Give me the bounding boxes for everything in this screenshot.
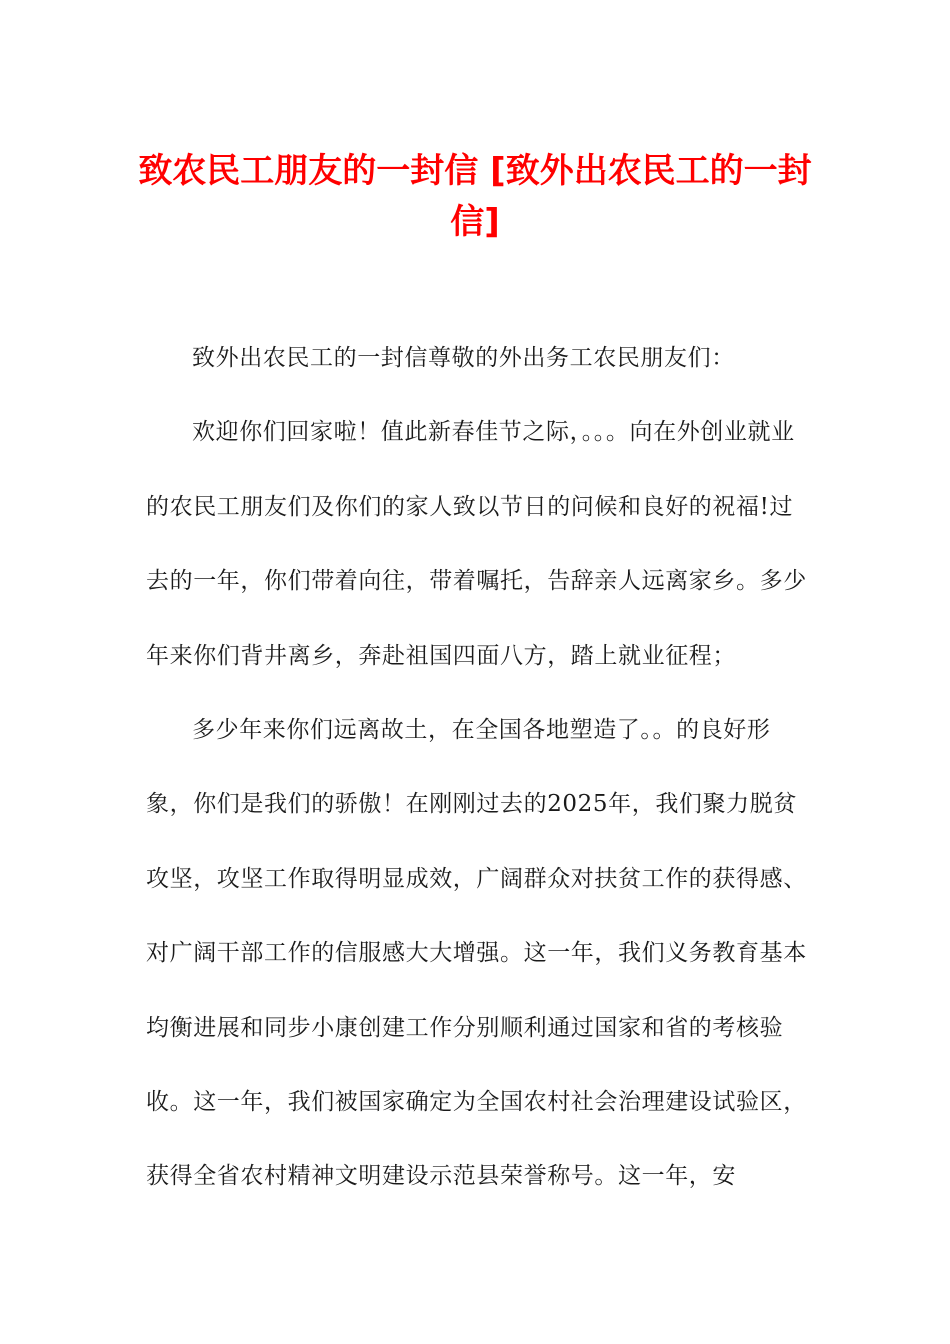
document-title: 致农民工朋友的一封信 [致外出农民工的一封信] xyxy=(138,151,812,242)
paragraph-salutation: 致外出农民工的一封信尊敬的外出务工农民朋友们： xyxy=(192,345,735,371)
document-body xyxy=(146,321,814,1214)
paragraph-achievements: 多少年来你们远离故土，在全国各地塑造了。。的良好形象，你们是我们的骄傲！在刚刚过去的2025年，我们聚力脱贫攻坚，攻坚工作取得明显成效，广阔群众对扶贫工作的获得感、对广阔干部工作的信服感大大增强。这一年，我们义务教育基本均衡进展和同步小康创建工作分别顺利通过国家和省的考核验收。这一年，我们被国家确定为全国农村社会治理建设试验区，获得全省农村精神文明建设示范县荣誉称号。这一年，安 xyxy=(146,717,807,1190)
paragraph-greeting: 欢迎你们回家啦！值此新春佳节之际，。。。向在外创业就业的农民工朋友们及你们的家人致以节日的问候和良好的祝福!过去的一年，你们带着向往，带着嘱托，告辞亲人远离家乡。多少年来你们背井离乡，奔赴祖国四面八方，踏上就业征程； xyxy=(146,419,807,669)
